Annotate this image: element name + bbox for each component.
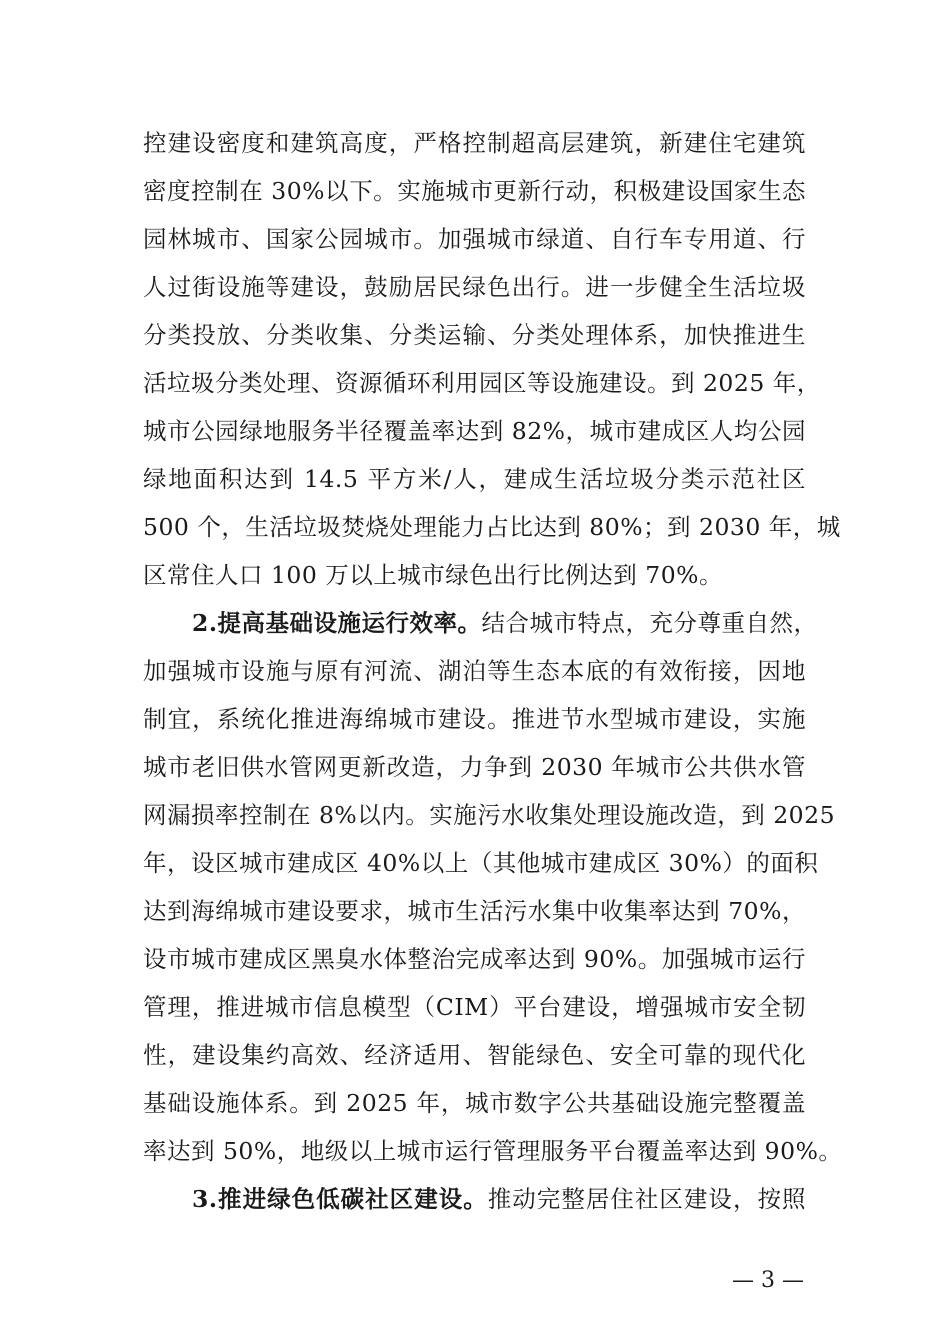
section-2-heading: 2.提高基础设施运行效率。 xyxy=(192,609,482,637)
paragraph-line: 控建设密度和建筑高度，严格控制超高层建筑，新建住宅建筑 xyxy=(143,129,806,157)
paragraph-line: 性，建设集约高效、经济适用、智能绿色、安全可靠的现代化 xyxy=(143,1041,806,1069)
paragraph-line: 年，设区城市建成区 40%以上（其他城市建成区 30%）的面积 xyxy=(143,849,819,877)
section-2-first-line xyxy=(192,606,818,640)
paragraph-line: 区常住人口 100 万以上城市绿色出行比例达到 70%。 xyxy=(143,561,723,589)
paragraph-line: 城市老旧供水管网更新改造，力争到 2030 年城市公共供水管 xyxy=(143,753,806,781)
page-number: — 3 — xyxy=(732,1268,804,1293)
paragraph-line: 园林城市、国家公园城市。加强城市绿道、自行车专用道、行 xyxy=(143,225,806,253)
section-3-first-line xyxy=(192,1182,806,1216)
paragraph-line: 城市公园绿地服务半径覆盖率达到 82%，城市建成区人均公园 xyxy=(143,417,806,445)
paragraph-line: 加强城市设施与原有河流、湖泊等生态本底的有效衔接，因地 xyxy=(143,657,806,685)
section-3-heading: 3.推进绿色低碳社区建设。 xyxy=(192,1185,488,1213)
section-2-first-line-text: 结合城市特点，充分尊重自然， xyxy=(481,609,818,637)
paragraph-line: 制宜，系统化推进海绵城市建设。推进节水型城市建设，实施 xyxy=(143,705,806,733)
paragraph-line: 人过街设施等建设，鼓励居民绿色出行。进一步健全生活垃圾 xyxy=(143,273,806,301)
paragraph-line: 分类投放、分类收集、分类运输、分类处理体系，加快推进生 xyxy=(143,321,806,349)
paragraph-line: 率达到 50%，地级以上城市运行管理服务平台覆盖率达到 90%。 xyxy=(143,1137,843,1165)
paragraph-line: 活垃圾分类处理、资源循环利用园区等设施建设。到 2025 年， xyxy=(143,369,821,397)
paragraph-line: 基础设施体系。到 2025 年，城市数字公共基础设施完整覆盖 xyxy=(143,1089,806,1117)
paragraph-line: 网漏损率控制在 8%以内。实施污水收集处理设施改造，到 2025 xyxy=(143,801,836,829)
paragraph-line: 500 个，生活垃圾焚烧处理能力占比达到 80%；到 2030 年，城 xyxy=(143,513,841,541)
paragraph-line: 绿地面积达到 14.5 平方米/人，建成生活垃圾分类示范社区 xyxy=(143,465,806,493)
paragraph-line: 管理，推进城市信息模型（CIM）平台建设，增强城市安全韧 xyxy=(143,993,806,1021)
paragraph-line: 达到海绵城市建设要求，城市生活污水集中收集率达到 70%， xyxy=(143,897,806,925)
section-3-first-line-text: 推动完整居住社区建设，按照 xyxy=(487,1185,806,1213)
paragraph-line: 设市城市建成区黑臭水体整治完成率达到 90%。加强城市运行 xyxy=(143,945,806,973)
paragraph-line: 密度控制在 30%以下。实施城市更新行动，积极建设国家生态 xyxy=(143,177,806,205)
